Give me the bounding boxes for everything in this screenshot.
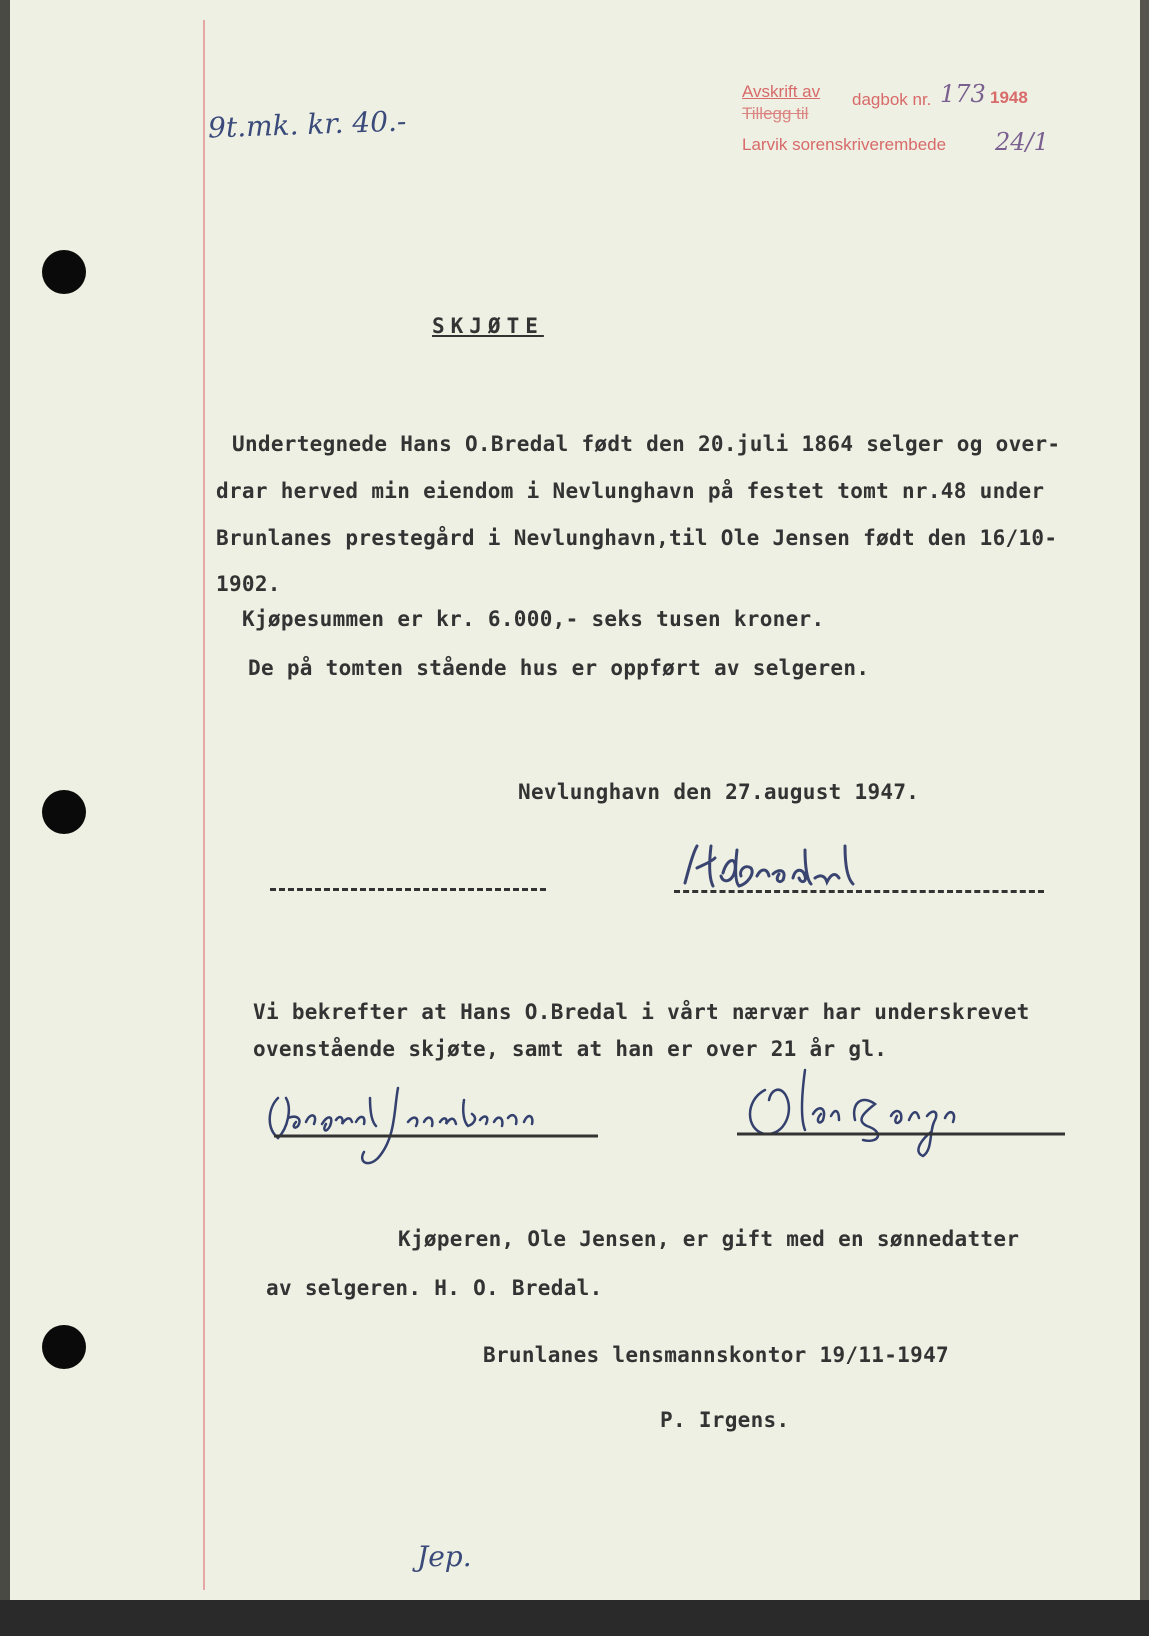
witness-signature-2-icon <box>735 1060 1065 1180</box>
body-line: Undertegnede Hans O.Bredal født den 20.juli 1864 selger og over- <box>232 432 1061 456</box>
body-line: drar herved min eiendom i Nevlunghavn på festet tomt nr.48 under <box>216 479 1045 503</box>
witness-signature-1-icon <box>258 1068 598 1188</box>
body-line: Kjøpesummen er kr. 6.000,- seks tusen kroner. <box>242 607 825 631</box>
office-line: Brunlanes lensmannskontor 19/11-1947 <box>483 1343 949 1367</box>
binder-hole-icon <box>42 790 86 834</box>
witness-line: Vi bekrefter at Hans O.Bredal i vårt nærvær har underskrevet <box>253 1000 1030 1024</box>
body-line: Brunlanes prestegård i Nevlunghavn,til Ole Jensen født den 16/10- <box>216 526 1058 550</box>
margin-fee-note: 9t.mk. kr. 40.- <box>207 104 407 145</box>
binder-hole-icon <box>42 1325 86 1369</box>
seller-signature-icon <box>675 838 915 898</box>
binder-hole-icon <box>42 250 86 294</box>
scan-border-right <box>1140 0 1149 1636</box>
stamp-office-number: 24/1 <box>995 128 1049 156</box>
signature-line-left <box>270 888 546 891</box>
body-line: De på tomten stående hus er oppført av selgeren. <box>248 656 870 680</box>
stamp-avskrift: Avskrift av <box>742 82 821 101</box>
buyer-note-line: av selgeren. H. O. Bredal. <box>266 1276 603 1300</box>
document-title: SKJØTE <box>432 314 544 338</box>
place-date: Nevlunghavn den 27.august 1947. <box>518 780 920 804</box>
stamp-dagbok: dagbok nr. <box>852 90 932 109</box>
body-line: 1902. <box>216 572 281 596</box>
office-signatory: P. Irgens. <box>660 1408 790 1432</box>
stamp-tillegg-struck: Tillegg til <box>742 104 809 123</box>
stamp-year: 1948 <box>990 88 1028 107</box>
stamp-dagbok-number: 173 <box>940 80 986 108</box>
stamp-office: Larvik sorenskriverembede <box>742 135 947 154</box>
handwritten-initials: Jep. <box>417 1540 472 1573</box>
scan-border-bottom <box>0 1600 1149 1636</box>
witness-line: ovenstående skjøte, samt at han er over 21 år gl. <box>253 1037 888 1061</box>
red-margin-line <box>203 20 205 1590</box>
buyer-note-line: Kjøperen, Ole Jensen, er gift med en sønnedatter <box>398 1227 1020 1251</box>
scan-border-left <box>0 0 10 1636</box>
